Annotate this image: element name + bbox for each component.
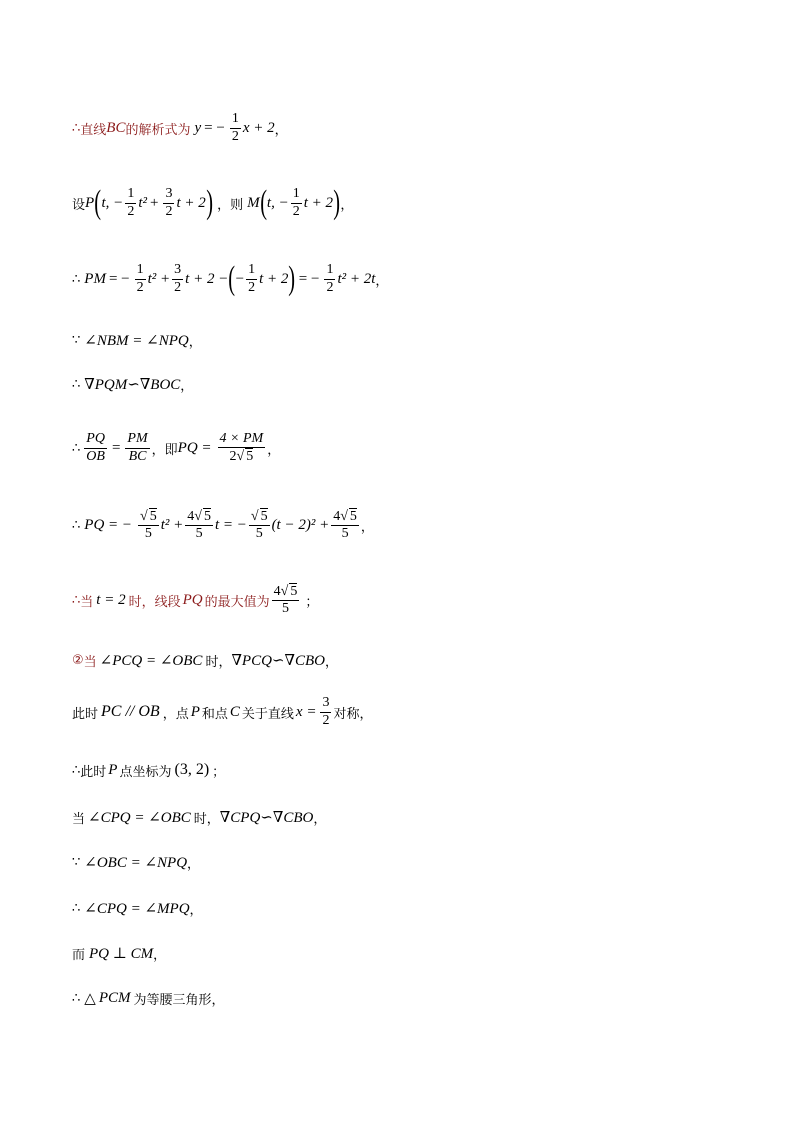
line-max-value: ∴ 当 t = 2 时，线段 PQ 的最大值为 $\frac{4√ 5}{5}$ ； (72, 583, 319, 616)
fraction: $\frac{PM}{BC}$ (127, 431, 148, 464)
line-perpendicular: 而 PQ ⊥ CM ， (72, 945, 167, 963)
fraction: $\frac{PQ}{OB}$ (86, 431, 105, 464)
fraction: $\frac{3}{2}$ (165, 186, 173, 219)
fraction: $\frac{3}{2}$ (322, 695, 330, 728)
fraction: $\frac{√ 5}{5}$ (140, 508, 157, 541)
because-symbol: ∵ (72, 332, 81, 348)
line-similar-1: ∴ ∇PQM∽∇BOC ， (72, 376, 194, 394)
fraction: $\frac{4√ 5}{5}$ (273, 583, 298, 616)
line-pq-expression: ∴ PQ = − $\frac{√ 5}{5}$ t² + $\frac{4√ 5}{5}$ t = − $\frac{√ 5}{5}$ (t − 2)² + $\frac{4√ 5}{5}$ ， (72, 508, 374, 541)
line-symmetry: 此时 PC // OB ，点 P 和点 C 关于直线 x = $\frac{3}{2}$ 对称， (72, 695, 373, 728)
fraction: $\frac{4√ 5}{5}$ (187, 508, 211, 541)
line-angle-equal-2: ∵ ∠OBC = ∠NPQ ， (72, 854, 201, 872)
fraction: $\frac{4√ 5}{5}$ (333, 508, 357, 541)
line-angle-equal-1: ∵ ∠NBM = ∠NPQ ， (72, 332, 202, 350)
fraction: $\frac{3}{2}$ (174, 262, 182, 295)
line-isosceles: ∴ △ PCM 为等腰三角形 ， (72, 989, 225, 1008)
fraction: $\frac{1}{2}$ (231, 111, 239, 144)
line-p-coordinate: ∴ 此时 P 点坐标为 (3, 2) ； (72, 761, 226, 780)
line-case-2: ② 当 ∠PCQ = ∠OBC 时， ∇PCQ∽∇CBO ， (72, 652, 338, 670)
fraction: $\frac{1}{2}$ (248, 262, 256, 295)
fraction: $\frac{1}{2}$ (292, 186, 300, 219)
fraction: $\frac{√ 5}{5}$ (250, 508, 268, 541)
therefore-symbol: ∴ (72, 120, 81, 136)
line-set-points: 设 P ( t, − $\frac{1}{2}$ t² + $\frac{3}{2}$ t + 2 ) ，则 M ( t, − $\frac{1}{2}$ t + 2 ) ， (72, 184, 354, 221)
line-pm-expression: ∴ PM = − $\frac{1}{2}$ t² + $\frac{3}{2}$ t + 2 − ( − $\frac{1}{2}$ t + 2 ) = − $\frac{1}{2}$ t² + 2t ， (72, 260, 389, 297)
line-bc-equation: ∴ 直线 BC 的解析式为 y = − $\frac{1}{2}$ x + 2 ， (72, 111, 288, 144)
line-ratio: ∴ $\frac{PQ}{OB}$ = $\frac{PM}{BC}$ ，即 PQ = $\frac{4 \times PM}{2√ 5}$ ， (72, 430, 281, 464)
line-angle-equal-3: ∴ ∠CPQ = ∠MPQ ， (72, 900, 203, 918)
line-case-3: 当 ∠CPQ = ∠OBC 时， ∇CPQ∽∇CBO ， (72, 809, 327, 827)
fraction: $\frac{4 \times PM}{2√ 5}$ (219, 430, 264, 464)
fraction: $\frac{1}{2}$ (136, 262, 144, 295)
fraction: $\frac{1}{2}$ (127, 186, 135, 219)
triangle-symbol: △ (84, 990, 96, 1007)
fraction: $\frac{1}{2}$ (326, 262, 334, 295)
